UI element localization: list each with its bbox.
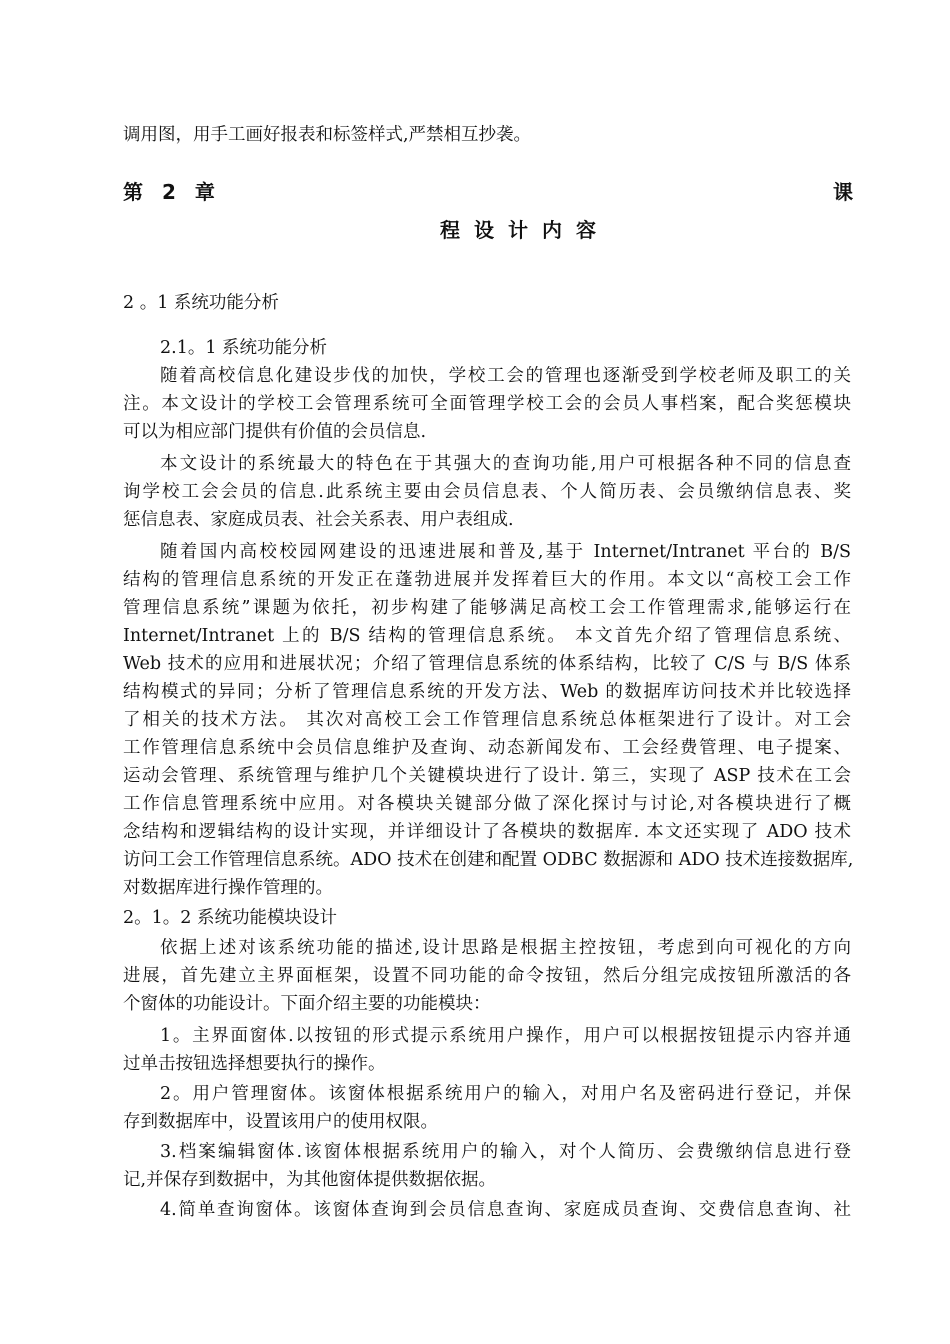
chapter-title: 程设计内容 — [440, 218, 610, 242]
paragraph-line: 管理信息系统”课题为依托，初步构建了能够满足高校工会工作管理需求,能够运行在 — [123, 598, 851, 618]
paragraph-line: 依据上述对该系统功能的描述,设计思路是根据主控按钮，考虑到向可视化的方向 — [160, 938, 851, 958]
list-item-line: 1。主界面窗体.以按钮的形式提示系统用户操作，用户可以根据按钮提示内容并通 — [160, 1026, 851, 1046]
chapter-label: 第 2 章 — [123, 180, 221, 204]
paragraph-line: 工作管理信息系统中会员信息维护及查询、动态新闻发布、工会经费管理、电子提案、 — [123, 738, 851, 758]
paragraph-line: 随着国内高校校园网建设的迅速进展和普及,基于 Internet/Intranet 平台的 B/S — [160, 542, 851, 562]
list-item-line: 4.简单查询窗体。该窗体查询到会员信息查询、家庭成员查询、交费信息查询、社 — [160, 1200, 851, 1220]
paragraph-line: 结构模式的异同；分析了管理信息系统的开发方法、Web 的数据库访问技术并比较选择 — [123, 682, 851, 702]
paragraph-line: Web 技术的应用和进展状况；介绍了管理信息系统的体系结构，比较了 C/S 与 B/S 体系 — [123, 654, 851, 674]
paragraph-line: 结构的管理信息系统的开发正在蓬勃进展并发挥着巨大的作用。本文以“高校工会工作 — [123, 570, 851, 590]
subsection-heading-2-1-1: 2.1。1 系统功能分析 — [160, 338, 328, 358]
paragraph-line: 访问工会工作管理信息系统。ADO 技术在创建和配置 ODBC 数据源和 ADO 技术连接数据库, — [123, 850, 854, 870]
paragraph-line: 本文设计的系统最大的特色在于其强大的查询功能,用户可根据各种不同的信息查 — [160, 454, 851, 474]
list-item-line: 过单击按钮选择想要执行的操作。 — [123, 1054, 386, 1074]
paragraph-line: 对数据库进行操作管理的。 — [123, 878, 333, 898]
section-heading-2-1: 2 。1 系统功能分析 — [123, 293, 279, 313]
paragraph-line: 进展，首先建立主界面框架，设置不同功能的命令按钮，然后分组完成按钮所激活的各 — [123, 966, 851, 986]
paragraph-line: 注。本文设计的学校工会管理系统可全面管理学校工会的会员人事档案，配合奖惩模块 — [123, 394, 851, 414]
paragraph-line: 可以为相应部门提供有价值的会员信息. — [123, 422, 427, 442]
paragraph-line: 工作信息管理系统中应用。对各模块关键部分做了深化探讨与讨论,对各模块进行了概 — [123, 794, 851, 814]
list-item-line: 3.档案编辑窗体.该窗体根据系统用户的输入，对个人简历、会费缴纳信息进行登 — [160, 1142, 851, 1162]
paragraph-line: 惩信息表、家庭成员表、社会关系表、用户表组成. — [123, 510, 514, 530]
paragraph-line: 随着高校信息化建设步伐的加快，学校工会的管理也逐渐受到学校老师及职工的关 — [160, 366, 851, 386]
paragraph-line: Internet/Intranet 上的 B/S 结构的管理信息系统。 本文首先介绍了管理信息系统、 — [123, 626, 851, 646]
chapter-title-first-char: 课 — [833, 180, 853, 204]
list-item-line: 记,并保存到数据中，为其他窗体提供数据依据。 — [123, 1170, 497, 1190]
paragraph-line: 了相关的技术方法。 其次对高校工会工作管理信息系统总体框架进行了设计。对工会 — [123, 710, 851, 730]
paragraph-line: 个窗体的功能设计。下面介绍主要的功能模块： — [123, 994, 491, 1014]
paragraph-line: 念结构和逻辑结构的设计实现，并详细设计了各模块的数据库. 本文还实现了 ADO 技术 — [123, 822, 851, 842]
top-line: 调用图，用手工画好报表和标签样式,严禁相互抄袭。 — [123, 125, 532, 145]
subsection-heading-2-1-2: 2。1。2 系统功能模块设计 — [123, 908, 337, 928]
list-item-line: 存到数据库中，设置该用户的使用权限。 — [123, 1112, 438, 1132]
paragraph-line: 运动会管理、系统管理与维护几个关键模块进行了设计. 第三，实现了 ASP 技术在工会 — [123, 766, 851, 786]
paragraph-line: 询学校工会会员的信息.此系统主要由会员信息表、个人简历表、会员缴纳信息表、奖 — [123, 482, 851, 502]
list-item-line: 2。用户管理窗体。该窗体根据系统用户的输入，对用户名及密码进行登记，并保 — [160, 1084, 851, 1104]
